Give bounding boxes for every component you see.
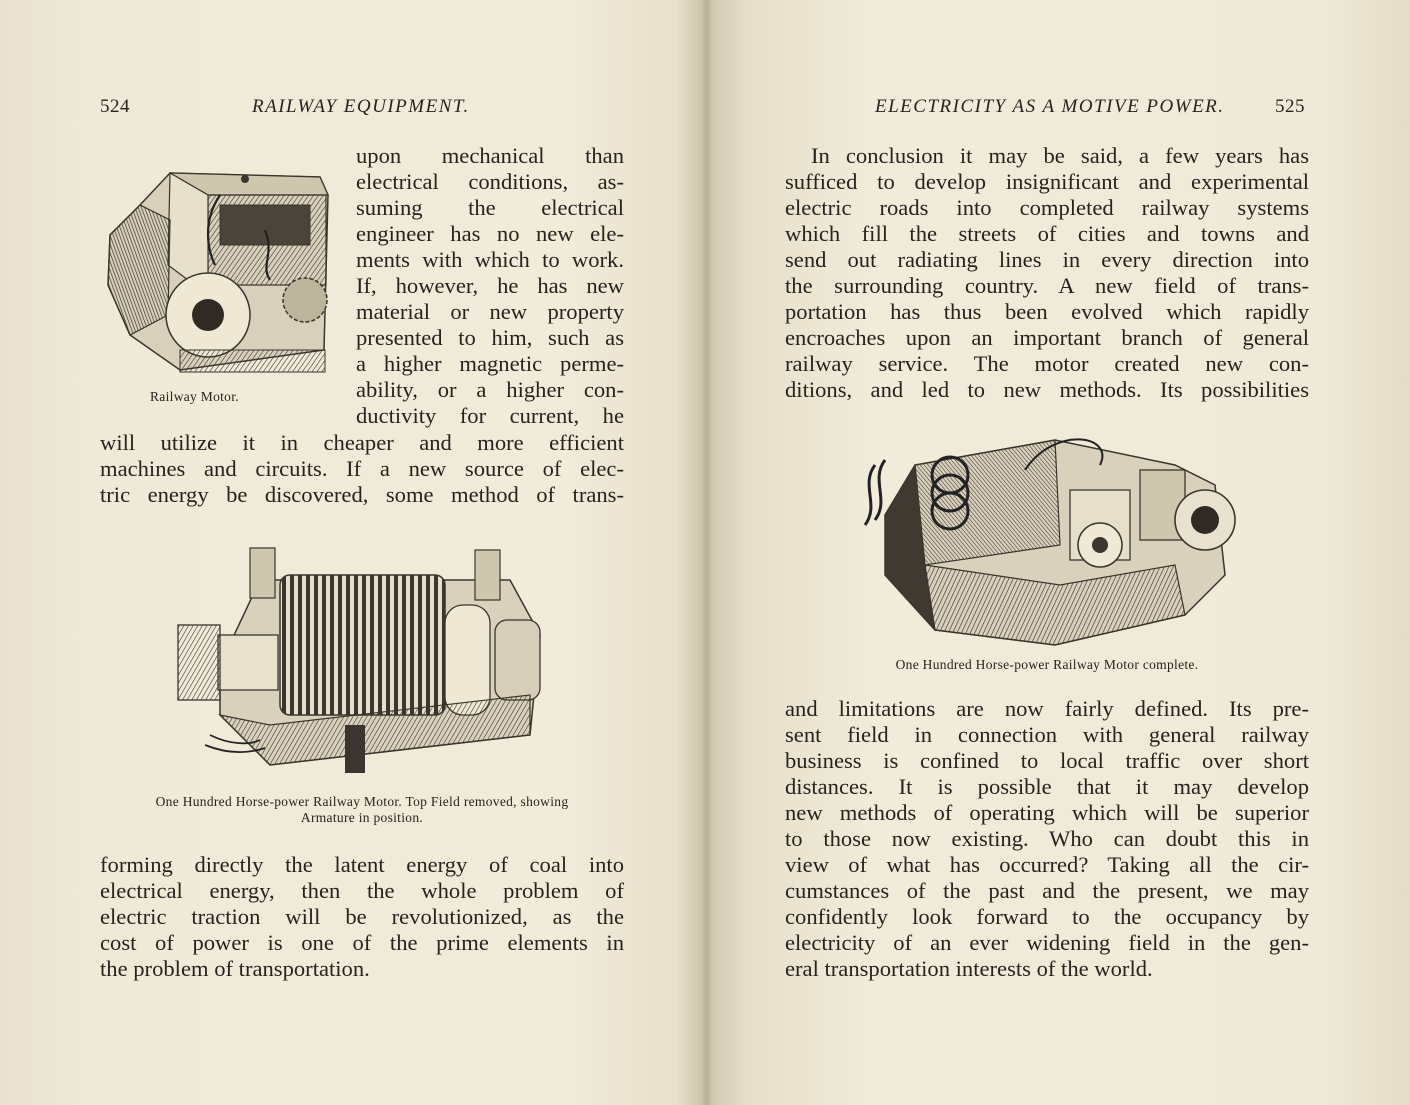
- text-line: ditions, and led to new methods. Its possibilities: [785, 377, 1309, 402]
- right-page: [705, 0, 1410, 1105]
- figure-railway-motor-caption: Railway Motor.: [150, 389, 239, 404]
- text-line: ability, or a higher con-: [356, 377, 624, 402]
- text-line: sent field in connection with general railway: [785, 722, 1309, 747]
- text-line: will utilize it in cheaper and more efficient: [100, 430, 624, 455]
- right-top-paragraph: [785, 143, 1309, 403]
- text-line: encroaches upon an important branch of general: [785, 325, 1309, 350]
- complete-motor-engraving: [855, 425, 1240, 650]
- left-wrap-paragraph: [356, 143, 624, 429]
- figure-motor-armature: [170, 545, 550, 777]
- figure-motor-complete-caption: One Hundred Horse-power Railway Motor complete.: [895, 657, 1199, 672]
- text-line: If, however, he has new: [356, 273, 624, 298]
- text-line: view of what has occurred? Taking all the cir-: [785, 852, 1309, 877]
- left-full-paragraph: [100, 430, 624, 508]
- caption-line: One Hundred Horse-power Railway Motor. Top Field removed, showing: [155, 794, 569, 809]
- figure-railway-motor: [100, 165, 332, 385]
- text-line: portation has thus been evolved which rapidly: [785, 299, 1309, 324]
- text-line: which fill the streets of cities and towns and: [785, 221, 1309, 246]
- text-line: presented to him, such as: [356, 325, 624, 350]
- text-line: In conclusion it may be said, a few years has: [811, 143, 1309, 168]
- figure-motor-complete: [855, 425, 1240, 650]
- text-line: and limitations are now fairly defined. Its pre-: [785, 696, 1309, 721]
- text-line: electrical conditions, as-: [356, 169, 624, 194]
- text-line: a higher magnetic perme-: [356, 351, 624, 376]
- text-line: sufficed to develop insignificant and experimental: [785, 169, 1309, 194]
- left-page-number: 524: [100, 96, 130, 117]
- text-line: suming the electrical: [356, 195, 624, 220]
- caption-line: Armature in position.: [300, 810, 424, 825]
- text-line: upon mechanical than: [356, 143, 624, 168]
- text-line: forming directly the latent energy of coal into: [100, 852, 624, 877]
- railway-motor-engraving: [100, 165, 332, 385]
- text-line: the surrounding country. A new field of trans-: [785, 273, 1309, 298]
- right-bottom-paragraph: [785, 696, 1309, 982]
- text-line: business is confined to local traffic over short: [785, 748, 1309, 773]
- text-line: distances. It is possible that it may develop: [785, 774, 1309, 799]
- text-line: engineer has no new ele-: [356, 221, 624, 246]
- figure-motor-armature-caption: [100, 794, 624, 826]
- text-line: eral transportation interests of the world.: [785, 956, 1153, 981]
- text-line: machines and circuits. If a new source of elec-: [100, 456, 624, 481]
- text-line: confidently look forward to the occupancy by: [785, 904, 1309, 929]
- right-page-number: 525: [1275, 96, 1305, 117]
- armature-motor-engraving: [170, 545, 550, 777]
- text-line: cumstances of the past and the present, we may: [785, 878, 1309, 903]
- right-running-title: ELECTRICITY AS A MOTIVE POWER.: [875, 96, 1225, 117]
- text-line: tric energy be discovered, some method of trans-: [100, 482, 624, 507]
- text-line: ments with which to work.: [356, 247, 624, 272]
- text-line: electrical energy, then the whole problem of: [100, 878, 624, 903]
- text-line: to those now existing. Who can doubt this in: [785, 826, 1309, 851]
- text-line: new methods of operating which will be superior: [785, 800, 1309, 825]
- text-line: material or new property: [356, 299, 624, 324]
- left-running-title: RAILWAY EQUIPMENT.: [252, 96, 470, 117]
- text-line: electric roads into completed railway systems: [785, 195, 1309, 220]
- text-line: railway service. The motor created new con-: [785, 351, 1309, 376]
- text-line: the problem of transportation.: [100, 956, 370, 981]
- text-line: cost of power is one of the prime elements in: [100, 930, 624, 955]
- text-line: ductivity for current, he: [356, 403, 624, 428]
- text-line: send out radiating lines in every direction into: [785, 247, 1309, 272]
- text-line: electric traction will be revolutionized, as the: [100, 904, 624, 929]
- left-bottom-paragraph: [100, 852, 624, 982]
- text-line: electricity of an ever widening field in the gen-: [785, 930, 1309, 955]
